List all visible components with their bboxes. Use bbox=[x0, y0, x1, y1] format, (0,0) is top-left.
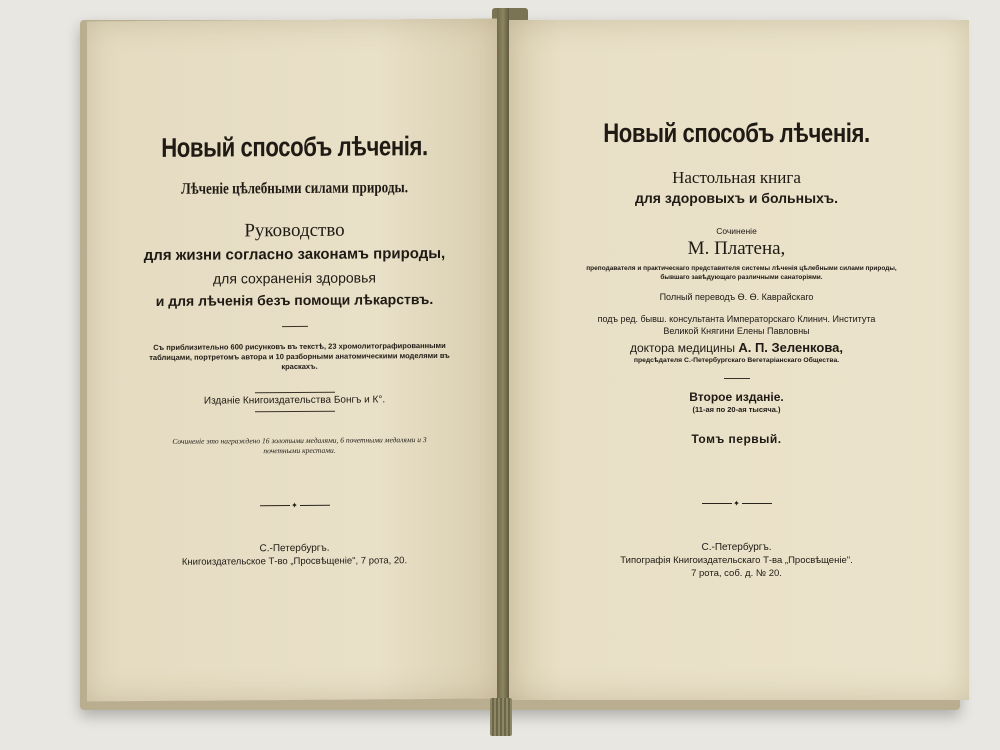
open-book bbox=[72, 8, 972, 713]
author-description: преподавателя и практическаго представителя системы лѣченія цѣлебными силами природы, бывшаго завѣдующаго различными санаторіями. bbox=[586, 265, 897, 281]
president-line: предсѣдателя С.-Петербургскаго Вегетаріанскаго Общества. bbox=[633, 357, 840, 364]
bookmark-ribbon-bottom bbox=[490, 698, 512, 736]
author-name: М. Платена, bbox=[687, 238, 786, 259]
left-title: Новый способъ лѣченія. bbox=[161, 131, 428, 163]
edition-line: Второе изданіе. bbox=[689, 390, 784, 404]
medals-note: Сочиненіе это награждено 16 золотыми медалями, 6 почетными медалями и 3 почетными крестами. bbox=[172, 435, 427, 456]
left-line-2: для сохраненія здоровья bbox=[213, 269, 376, 287]
publisher-line: Изданіе Книгоиздательства Бонгъ и К°. bbox=[203, 394, 386, 407]
left-line-3: и для лѣченія безъ помощи лѣкарствъ. bbox=[155, 291, 434, 309]
book-spine bbox=[497, 8, 509, 728]
doctor-prefix: доктора медицины bbox=[630, 341, 735, 355]
doctor-line bbox=[504, 340, 969, 355]
right-press: Типографія Книгоиздательскаго Т-ва „Просвѣщеніе". bbox=[620, 555, 853, 566]
left-subtitle: Лѣченіе цѣлебными силами природы. bbox=[180, 179, 409, 198]
divider bbox=[724, 378, 750, 379]
left-city: С.-Петербургъ. bbox=[259, 542, 330, 555]
thousand-line: (11-ая по 20-ая тысяча.) bbox=[692, 405, 781, 414]
illustrations-note: Съ приблизительно 600 рисунковъ въ текстѣ, 23 хромолитографированными таблицами, портретомъ автора и 10 разборными анатомическими моделями въ краскахъ. bbox=[149, 340, 450, 372]
right-city: С.-Петербургъ. bbox=[701, 542, 772, 553]
right-page bbox=[504, 20, 969, 700]
left-guide-heading: Руководство bbox=[244, 219, 345, 242]
volume-line: Томъ первый. bbox=[691, 432, 782, 446]
right-subtitle-2: для здоровыхъ и больныхъ. bbox=[635, 190, 838, 206]
composition-label: Сочиненіе bbox=[716, 226, 757, 236]
left-press: Книгоиздательское Т-во „Просвѣщеніе", 7 рота, 20. bbox=[181, 555, 408, 568]
right-subtitle-1: Настольная книга bbox=[672, 168, 801, 187]
left-line-1: для жизни согласно законамъ природы, bbox=[143, 244, 446, 265]
right-title: Новый способъ лѣченія. bbox=[603, 118, 870, 148]
doctor-name: А. П. Зеленкова, bbox=[738, 340, 843, 355]
ornament-icon: ✦ bbox=[291, 500, 298, 511]
left-page bbox=[87, 19, 502, 702]
divider bbox=[282, 326, 308, 327]
ornament-divider bbox=[260, 502, 330, 510]
ornament-divider bbox=[702, 500, 772, 508]
translation-line: Полный переводъ Ѳ. Ѳ. Каврайскаго bbox=[659, 292, 814, 302]
editor-line-1: подъ ред. бывш. консультанта Императорскаго Клинич. Института bbox=[597, 314, 876, 324]
divider bbox=[255, 411, 335, 413]
editor-line-2: Великой Княгини Елены Павловны bbox=[663, 326, 810, 336]
ornament-icon: ✦ bbox=[733, 499, 740, 508]
right-address: 7 рота, соб. д. № 20. bbox=[691, 568, 782, 579]
divider bbox=[255, 392, 335, 394]
